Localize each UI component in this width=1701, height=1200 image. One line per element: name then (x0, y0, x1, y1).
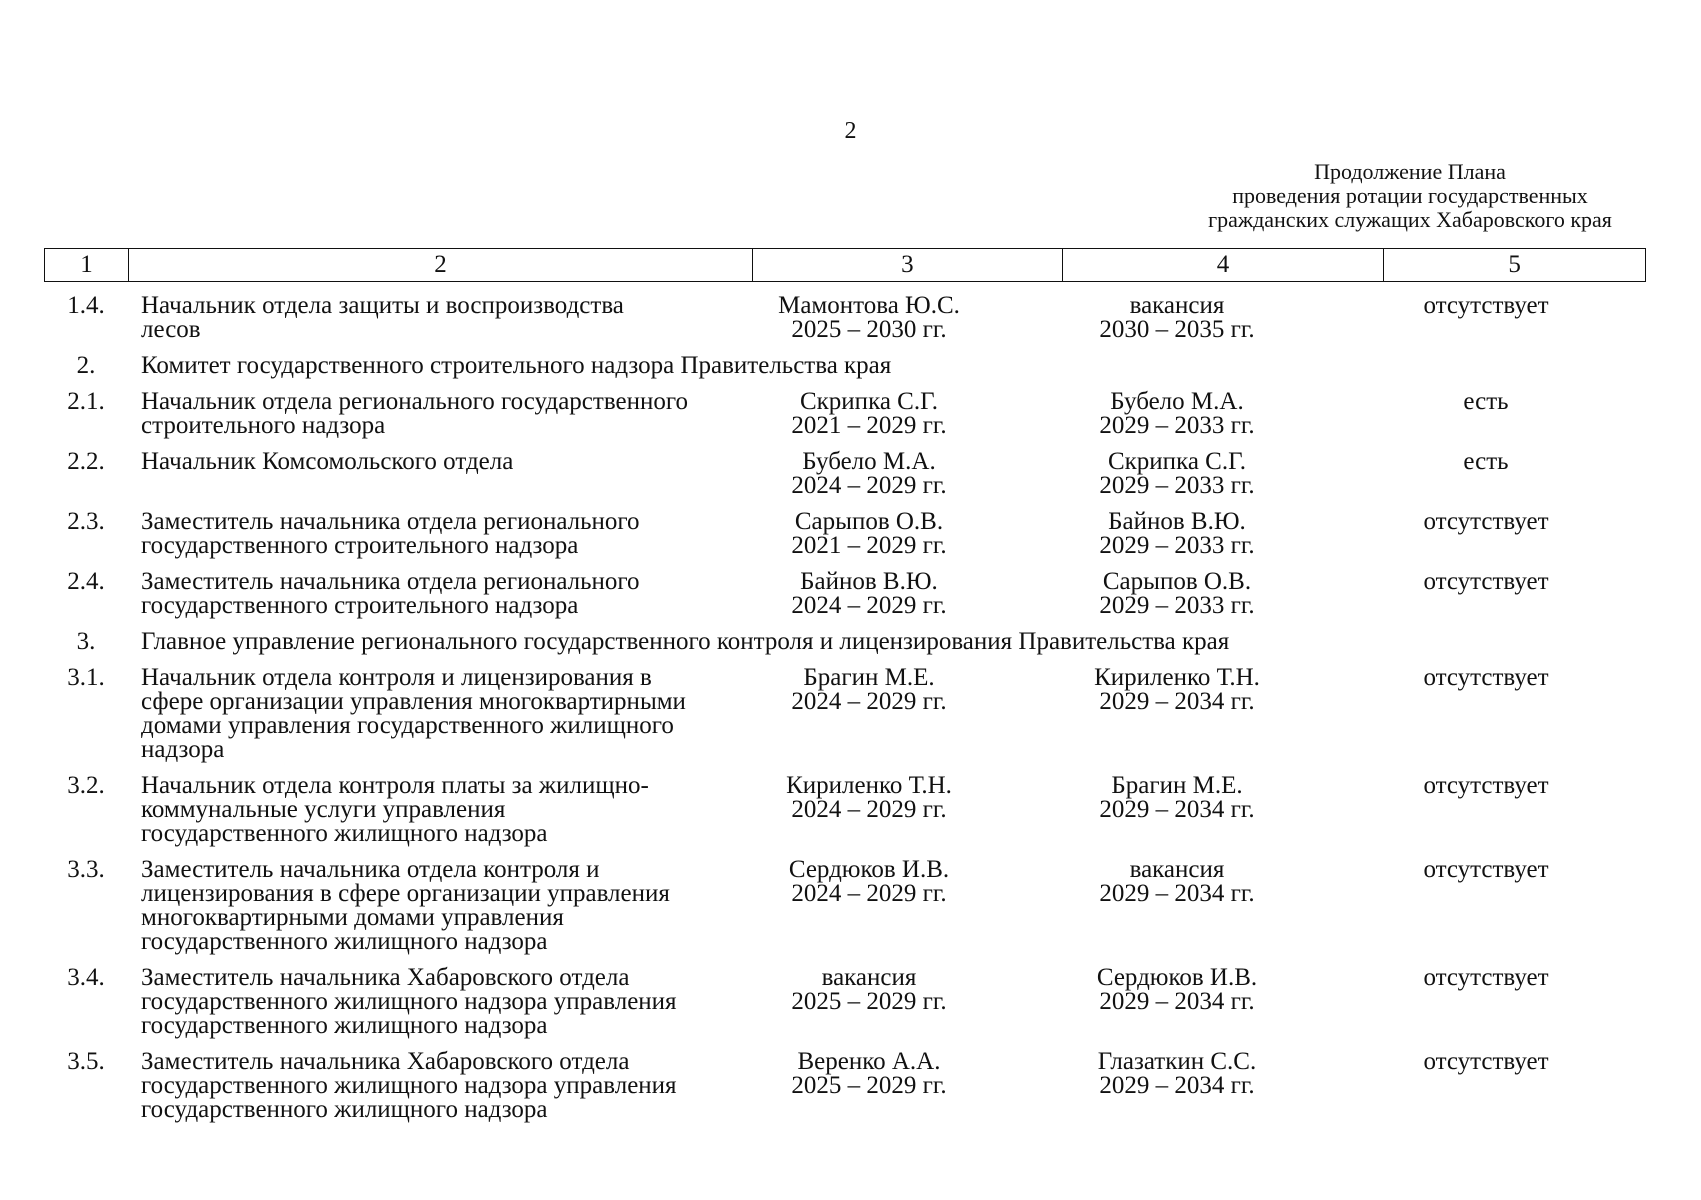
table-row (44, 510, 1646, 558)
reserve-status: отсутствует (1423, 292, 1549, 319)
current-years: 2024 – 2029 гг. (791, 880, 947, 907)
next-years: 2029 – 2034 гг. (1099, 688, 1255, 715)
section-row (44, 630, 1646, 654)
current-holder (688, 450, 1018, 498)
next-years: 2029 – 2033 гг. (1099, 412, 1255, 439)
row-number: 2. (76, 352, 96, 379)
table-row (44, 858, 1646, 954)
row-number: 3.1. (67, 664, 105, 691)
header-col-1: 1 (45, 249, 129, 281)
next-holder (1018, 570, 1336, 618)
reserve-status: есть (1463, 388, 1509, 415)
current-years: 2021 – 2029 гг. (791, 532, 947, 559)
reserve-status: отсутствует (1423, 508, 1549, 535)
reserve-status: отсутствует (1423, 964, 1549, 991)
current-name: Бубело М.А. (802, 448, 936, 475)
next-name: Сердюков И.В. (1096, 964, 1258, 991)
current-years: 2025 – 2030 гг. (791, 316, 947, 343)
current-name: Кириленко Т.Н. (786, 772, 952, 799)
next-holder (1018, 774, 1336, 846)
next-holder (1018, 510, 1336, 558)
current-years: 2025 – 2029 гг. (791, 1072, 947, 1099)
next-name: Бубело М.А. (1110, 388, 1244, 415)
row-number: 3. (76, 628, 96, 655)
page-number: 2 (844, 118, 857, 144)
current-holder (688, 570, 1018, 618)
row-number: 2.3. (67, 508, 105, 535)
position-title: Заместитель начальника Хабаровского отдела государственного жилищного надзора управления государственного жилищного надзора (141, 1048, 677, 1123)
next-holder (1018, 294, 1336, 342)
position-title: Начальник отдела защиты и воспроизводства лесов (141, 292, 624, 343)
section-title: Комитет государственного строительного надзора Правительства края (141, 352, 892, 379)
current-name: Брагин М.Е. (803, 664, 935, 691)
next-holder (1018, 1050, 1336, 1122)
position-title: Начальник отдела контроля платы за жилищно-коммунальные услуги управления государственного жилищного надзора (141, 772, 649, 847)
next-name: Сарыпов О.В. (1102, 568, 1252, 595)
table-row (44, 774, 1646, 846)
continuation-note (1150, 160, 1670, 232)
position-title: Начальник отдела контроля и лицензирования в сфере организации управления многоквартирными домами управления государственного жилищного надзора (141, 664, 686, 763)
row-number: 2.4. (67, 568, 105, 595)
table-row (44, 390, 1646, 438)
next-years: 2029 – 2034 гг. (1099, 988, 1255, 1015)
position-title: Заместитель начальника отдела регионального государственного строительного надзора (141, 508, 640, 559)
row-number: 2.1. (67, 388, 105, 415)
next-holder (1018, 858, 1336, 954)
current-holder (688, 510, 1018, 558)
rotation-table (44, 294, 1646, 1122)
current-name: Веренко А.А. (797, 1048, 941, 1075)
current-name: Скрипка С.Г. (799, 388, 938, 415)
position-title: Начальник отдела регионального государственного строительного надзора (141, 388, 688, 439)
current-years: 2024 – 2029 гг. (791, 472, 947, 499)
current-name: Сарыпов О.В. (794, 508, 944, 535)
next-name: Брагин М.Е. (1111, 772, 1243, 799)
continuation-line-2: проведения ротации государственных (1232, 183, 1588, 208)
row-number: 3.4. (67, 964, 105, 991)
current-name: Мамонтова Ю.С. (778, 292, 960, 319)
position-title: Заместитель начальника отдела регионального государственного строительного надзора (141, 568, 640, 619)
section-title: Главное управление регионального государственного контроля и лицензирования Правительства края (141, 628, 1230, 655)
next-years: 2029 – 2033 гг. (1099, 592, 1255, 619)
next-holder (1018, 390, 1336, 438)
next-name: вакансия (1129, 292, 1225, 319)
continuation-line-1: Продолжение Плана (1314, 159, 1506, 184)
next-name: Глазаткин С.С. (1097, 1048, 1257, 1075)
position-title: Начальник Комсомольского отдела (141, 448, 514, 475)
section-row (44, 354, 1646, 378)
table-row (44, 450, 1646, 498)
row-number: 2.2. (67, 448, 105, 475)
next-holder (1018, 966, 1336, 1038)
reserve-status: отсутствует (1423, 664, 1549, 691)
current-holder (688, 666, 1018, 762)
row-number: 3.5. (67, 1048, 105, 1075)
reserve-status: отсутствует (1423, 772, 1549, 799)
table-row (44, 294, 1646, 342)
current-years: 2025 – 2029 гг. (791, 988, 947, 1015)
reserve-status: отсутствует (1423, 568, 1549, 595)
next-years: 2030 – 2035 гг. (1099, 316, 1255, 343)
row-number: 3.2. (67, 772, 105, 799)
current-holder (688, 390, 1018, 438)
next-name: Кириленко Т.Н. (1094, 664, 1260, 691)
header-col-5: 5 (1508, 251, 1521, 278)
next-name: Скрипка С.Г. (1107, 448, 1246, 475)
header-col-4: 4 (1063, 249, 1385, 281)
current-holder (688, 966, 1018, 1038)
current-years: 2024 – 2029 гг. (791, 796, 947, 823)
table-header (44, 248, 1646, 282)
current-years: 2021 – 2029 гг. (791, 412, 947, 439)
next-years: 2029 – 2034 гг. (1099, 1072, 1255, 1099)
position-title: Заместитель начальника Хабаровского отдела государственного жилищного надзора управления государственного жилищного надзора (141, 964, 677, 1039)
table-row (44, 666, 1646, 762)
next-name: Байнов В.Ю. (1108, 508, 1246, 535)
current-holder (688, 1050, 1018, 1122)
reserve-status: отсутствует (1423, 1048, 1549, 1075)
reserve-status: отсутствует (1423, 856, 1549, 883)
next-years: 2029 – 2034 гг. (1099, 796, 1255, 823)
next-years: 2029 – 2034 гг. (1099, 880, 1255, 907)
current-name: Байнов В.Ю. (800, 568, 938, 595)
table-row (44, 966, 1646, 1038)
position-title: Заместитель начальника отдела контроля и лицензирования в сфере организации управления многоквартирными домами управления государственного жилищного надзора (141, 856, 670, 955)
current-holder (688, 858, 1018, 954)
next-years: 2029 – 2033 гг. (1099, 472, 1255, 499)
continuation-line-3: гражданских служащих Хабаровского края (1208, 207, 1612, 232)
current-holder (688, 294, 1018, 342)
row-number: 1.4. (67, 292, 105, 319)
header-col-3: 3 (753, 249, 1063, 281)
current-name: вакансия (821, 964, 917, 991)
next-holder (1018, 666, 1336, 762)
reserve-status: есть (1463, 448, 1509, 475)
current-years: 2024 – 2029 гг. (791, 688, 947, 715)
current-holder (688, 774, 1018, 846)
next-holder (1018, 450, 1336, 498)
next-name: вакансия (1129, 856, 1225, 883)
current-years: 2024 – 2029 гг. (791, 592, 947, 619)
header-col-2: 2 (129, 249, 753, 281)
current-name: Сердюков И.В. (788, 856, 950, 883)
table-row (44, 1050, 1646, 1122)
next-years: 2029 – 2033 гг. (1099, 532, 1255, 559)
table-row (44, 570, 1646, 618)
row-number: 3.3. (67, 856, 105, 883)
